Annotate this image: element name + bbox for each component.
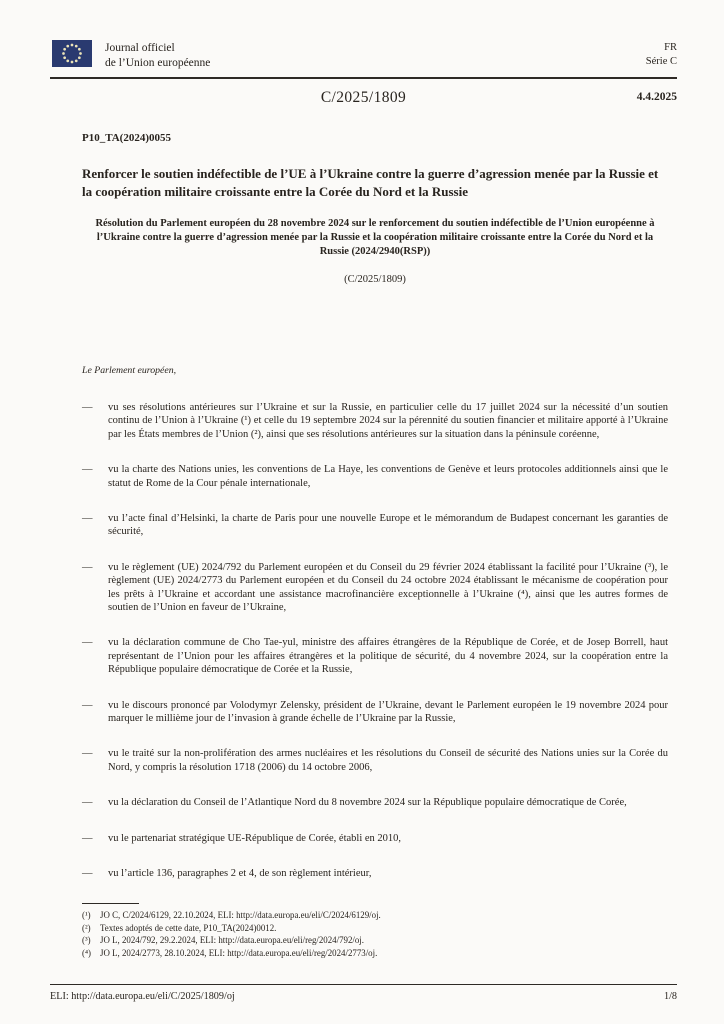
citation-dash: — (82, 699, 93, 711)
footnote-text: JO C, C/2024/6129, 22.10.2024, ELI: http://data.europa.eu/eli/C/2024/6129/oj. (100, 910, 381, 920)
footer-rule (50, 984, 677, 985)
footer-page-indicator: 1/8 (663, 991, 677, 1002)
citation-item (82, 747, 668, 774)
citation-text: vu l’article 136, paragraphes 2 et 4, de son règlement intérieur, (108, 868, 372, 880)
doc-number: C/2025/1809 (320, 89, 407, 107)
footer (50, 991, 677, 1002)
doc-number-row (50, 89, 677, 111)
footnote-marker: (⁴) (82, 947, 92, 958)
footnote-marker: (²) (82, 922, 91, 933)
footnote-text: JO L, 2024/2773, 28.10.2024, ELI: http://data.europa.eu/eli/reg/2024/2773/oj. (100, 947, 378, 958)
footer-eli-link: ELI: http://data.europa.eu/eli/C/2025/1809/oj (50, 991, 235, 1002)
citation-text: vu le traité sur la non-prolifération des armes nucléaires et les résolutions du Conseil de sécurité des Nations unies sur la Corée du Nord, y compris la résolution 1718 (2006) du 14 octobre 2006, (108, 748, 668, 773)
language-code: FR (664, 42, 677, 53)
citation-dash: — (82, 401, 93, 413)
citation-text: vu la déclaration commune de Cho Tae-yul, ministre des affaires étrangères de la République de Corée, et de Josep Borrell, haut représentant de l’Union pour les affaires étrangères et la politique de sécurité, du 4 novembre 2024, sur la coopération entre la République populaire démocratique de Corée et la Russie, (108, 637, 668, 676)
footnote-marker: (³) (82, 935, 91, 946)
citation-dash: — (82, 868, 93, 880)
masthead (52, 40, 677, 70)
citation-dash: — (82, 637, 93, 649)
citation-item (82, 832, 668, 845)
citation-item (82, 561, 668, 615)
eu-flag-icon (52, 40, 92, 67)
journal-title-line2: de l’Union européenne (105, 56, 211, 69)
citation-item (82, 699, 668, 726)
citation-list (82, 401, 668, 881)
preamble-intro: Le Parlement européen, (82, 364, 177, 376)
document-subtitle: Résolution du Parlement européen du 28 novembre 2024 sur le renforcement du soutien indéfectible de l’Union européenne à l’Ukraine contre la guerre d’agression menée par la Russie et la coopération militaire croissante entre la Corée du Nord et la Russie (2024/2940(RSP)) (95, 217, 655, 257)
citation-item (82, 867, 668, 880)
journal-title (105, 40, 210, 70)
citation-dash: — (82, 832, 93, 844)
citation-dash: — (82, 748, 93, 760)
citation-text: vu ses résolutions antérieures sur l’Ukraine et sur la Russie, en particulier celle du 17 juillet 2024 sur la nécessité d’un soutien continu de l’Union à l’Ukraine (¹) et celle du 19 septembre 2024 sur la pérennité du soutien financier et militaire apporté à l’Ukraine par les États membres de l’Union (²), ainsi que ses résolutions antérieures sur la situation dans la péninsule coréenne, (108, 401, 668, 440)
footnote-text: Textes adoptés de cette date, P10_TA(2024)0012. (100, 922, 277, 933)
doc-date: 4.4.2025 (636, 91, 677, 104)
citation-dash: — (82, 797, 93, 809)
citation-text: vu le discours prononcé par Volodymyr Zelensky, président de l’Ukraine, devant le Parlement européen le 19 novembre 2024 pour marquer le millième jour de l’invasion à grande échelle de l’Ukraine par la Russie, (108, 699, 668, 725)
citation-text: vu la charte des Nations unies, les conventions de La Haye, les conventions de Genève et leurs protocoles additionnels ainsi que le statut de Rome de la Cour pénale internationale, (108, 464, 668, 489)
footnote-separator (82, 903, 139, 904)
citation-text: vu la déclaration du Conseil de l’Atlantique Nord du 8 novembre 2024 sur la République populaire démocratique de Corée, (108, 797, 627, 809)
footnotes-block (82, 903, 668, 959)
citation-dash: — (82, 512, 93, 524)
citation-item (82, 512, 668, 539)
citation-item (82, 636, 668, 676)
citation-dash: — (82, 464, 93, 476)
footnote-marker: (¹) (82, 910, 91, 920)
footnote-item (82, 909, 668, 922)
citation-text: vu le partenariat stratégique UE-République de Corée, établi en 2010, (108, 832, 402, 844)
footnote-item (82, 947, 668, 960)
footnote-item (82, 922, 668, 935)
masthead-left (52, 40, 210, 70)
citation-text: vu l’acte final d’Helsinki, la charte de Paris pour une nouvelle Europe et le mémorandum de Budapest concernant les garanties de sécurité, (108, 512, 668, 538)
series-label: Série C (645, 55, 677, 67)
header-rule (50, 77, 677, 79)
masthead-right (646, 40, 677, 68)
document-title: Renforcer le soutien indéfectible de l’UE à l’Ukraine contre la guerre d’agression menée par la Russie et la coopération militaire croissante entre la Corée du Nord et la Russie (82, 166, 659, 199)
citation-item (82, 796, 668, 809)
main-content (82, 132, 668, 880)
journal-title-line1: Journal officiel (105, 42, 175, 54)
doc-ref-parenthetical: (C/2025/1809) (344, 273, 406, 285)
footnote-item (82, 934, 668, 947)
citation-dash: — (82, 561, 93, 573)
footnote-text: JO L, 2024/792, 29.2.2024, ELI: http://data.europa.eu/eli/reg/2024/792/oj. (100, 935, 364, 946)
citation-item (82, 463, 668, 490)
procedure-reference: P10_TA(2024)0055 (82, 132, 172, 145)
citation-item (82, 401, 668, 441)
citation-text: vu le règlement (UE) 2024/792 du Parlement européen et du Conseil du 29 février 2024 établissant la facilité pour l’Ukraine (³), le règlement (UE) 2024/2773 du Parlement européen et du Conseil du 24 octobre 2024 établissant le mécanisme de coopération pour les prêts à l’Ukraine et accordant une assistance macrofinancière exceptionnelle à l’Ukraine (⁴), ainsi que les autres formes de soutien de l’Union en faveur de l’Ukraine, (108, 561, 668, 613)
